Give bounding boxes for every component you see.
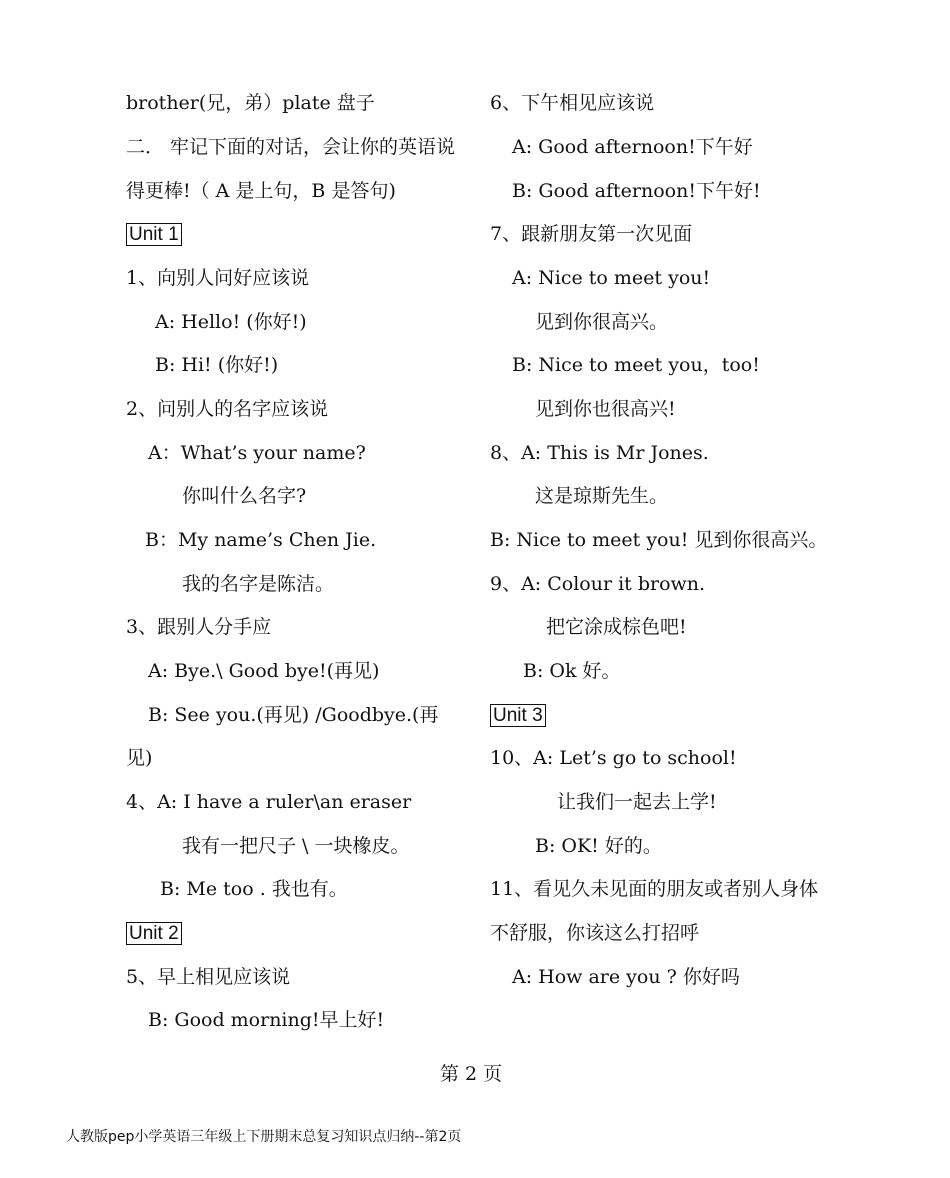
text-line: 不舒服，你该这么打招呼 [490, 922, 700, 944]
dialogue-line: B: OK! 好的。 [535, 835, 662, 857]
dialogue-line: A: How are you ? 你好吗 [512, 966, 740, 988]
translation-line: 你叫什么名字? [182, 485, 307, 507]
translation-line: 见到你也很高兴! [535, 398, 676, 420]
dialogue-line: 见) [126, 747, 153, 769]
question-heading: 6、下午相见应该说 [490, 92, 655, 114]
dialogue-line: B: Hi! (你好!) [155, 354, 279, 376]
translation-line: 我有一把尺子 \ 一块橡皮。 [182, 835, 410, 857]
question-heading: 9、A: Colour it brown. [490, 573, 706, 595]
dialogue-line: A: Good afternoon!下午好 [512, 136, 753, 158]
section-heading: 二． 牢记下面的对话，会让你的英语说 [126, 136, 456, 158]
translation-line: 让我们一起去上学! [557, 791, 717, 813]
dialogue-line: B：My name’s Chen Jie. [145, 529, 377, 551]
question-heading: 2、问别人的名字应该说 [126, 398, 329, 420]
question-heading: 8、A: This is Mr Jones. [490, 442, 709, 464]
question-heading: 7、跟新朋友第一次见面 [490, 223, 693, 245]
question-heading: 1、向别人问好应该说 [126, 267, 310, 289]
dialogue-line: B: Me too . 我也有。 [160, 878, 348, 900]
translation-line: 见到你很高兴。 [535, 311, 669, 333]
dialogue-line: B: Ok 好。 [523, 660, 621, 682]
text-line: 得更棒!（ A 是上句，B 是答句) [126, 180, 396, 202]
question-heading: 11、看见久未见面的朋友或者别人身体 [490, 878, 819, 900]
document-footer-title: 人教版pep小学英语三年级上下册期末总复习知识点归纳--第2页 [66, 1129, 462, 1145]
dialogue-line: B: Nice to meet you，too! [512, 354, 760, 376]
dialogue-line: B: Good morning!早上好! [148, 1009, 385, 1031]
page-number: 第 2 页 [440, 1063, 503, 1085]
dialogue-line: B: See you.(再见) /Goodbye.(再 [148, 704, 439, 726]
unit-3-label: Unit 3 [490, 704, 546, 727]
dialogue-line: A: Bye.\ Good bye!(再见) [148, 660, 380, 682]
translation-line: 我的名字是陈洁。 [182, 573, 335, 595]
question-heading: 5、早上相见应该说 [126, 966, 291, 988]
translation-line: 把它涂成棕色吧! [546, 616, 687, 638]
dialogue-line: A: Nice to meet you! [512, 267, 711, 289]
translation-line: 这是琼斯先生。 [535, 485, 669, 507]
unit-1-label: Unit 1 [126, 223, 182, 246]
dialogue-line: B: Nice to meet you! 见到你很高兴。 [490, 529, 828, 551]
dialogue-line: A：What’s your name? [148, 442, 366, 464]
question-heading: 3、跟别人分手应 [126, 616, 272, 638]
question-heading: 4、A: I have a ruler\an eraser [126, 791, 412, 813]
text-line: brother(兄，弟）plate 盘子 [126, 92, 375, 114]
dialogue-line: B: Good afternoon!下午好! [512, 180, 761, 202]
question-heading: 10、A: Let’s go to school! [490, 747, 737, 769]
unit-2-label: Unit 2 [126, 922, 182, 945]
dialogue-line: A: Hello! (你好!) [155, 311, 307, 333]
